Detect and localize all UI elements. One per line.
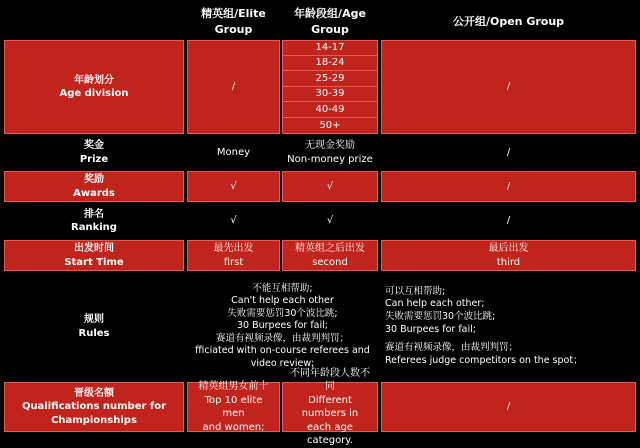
age-division-open xyxy=(381,40,636,134)
age-division-label-en: Age division xyxy=(59,88,129,99)
ranking-open-value: / xyxy=(506,215,511,227)
awards-label-en: Awards xyxy=(73,187,115,199)
age-group-label: 18-24 xyxy=(315,57,345,69)
start-time-open xyxy=(381,240,636,271)
rules-elite-age xyxy=(187,274,378,379)
rules-open-line: 赛道有视频录像，由裁判判罚； xyxy=(385,342,519,354)
awards-elite xyxy=(187,171,280,202)
start-time-elite xyxy=(187,240,280,271)
row-label-age-division xyxy=(4,40,184,134)
qualifications-elite xyxy=(187,382,280,432)
rules-elite-age-line: 赛道有视频录像，由裁判判罚； xyxy=(215,332,349,344)
header-age-line2: Group xyxy=(311,22,349,36)
prize-elite-value: Money xyxy=(216,146,251,158)
age-group-item xyxy=(283,102,377,118)
qualifications-elite-line: and women; xyxy=(202,421,265,433)
prize-label-cn: 奖金 xyxy=(84,140,104,151)
rules-elite-age-line: fficiated with on-course referees and xyxy=(195,345,370,357)
rules-elite-age-line: 30 Burpees for fail; xyxy=(237,320,328,332)
awards-open-value: / xyxy=(506,180,511,192)
prize-open-value: / xyxy=(506,146,511,158)
prize-age-cn: 无现金奖励 xyxy=(305,140,355,151)
ranking-age xyxy=(282,205,378,237)
row-label-ranking xyxy=(4,205,184,237)
rules-label-cn: 规则 xyxy=(84,314,104,325)
checkmark-icon: √ xyxy=(230,215,237,227)
age-group-item xyxy=(283,56,377,71)
header-elite-line1: 精英组/Elite xyxy=(201,6,266,20)
start-time-open-cn: 最后出发 xyxy=(488,243,529,254)
header-open xyxy=(381,6,636,37)
age-division-label-cn: 年龄划分 xyxy=(74,74,114,86)
age-group-label: 30-39 xyxy=(315,88,345,100)
qualifications-age-line: each age category. xyxy=(307,421,353,446)
ranking-label-cn: 排名 xyxy=(84,208,104,220)
awards-open xyxy=(381,171,636,202)
age-division-open-value: / xyxy=(506,81,511,93)
age-group-item xyxy=(283,71,377,87)
qualifications-open xyxy=(381,382,636,432)
age-group-item xyxy=(283,118,377,133)
prize-age xyxy=(282,137,378,168)
start-time-label-cn: 出发时间 xyxy=(74,243,114,254)
checkmark-icon: √ xyxy=(326,215,334,227)
start-time-elite-en: first xyxy=(223,256,244,268)
header-age xyxy=(282,6,378,37)
rules-open-line: Can help each other; xyxy=(385,298,485,310)
header-age-line1: 年龄段组/Age xyxy=(294,6,366,20)
checkmark-icon: √ xyxy=(230,180,237,192)
age-group-item xyxy=(283,41,377,56)
qualifications-age-line: Different numbers in xyxy=(301,394,359,419)
qualifications-elite-line: 精英组男女前十 xyxy=(198,381,269,392)
qualifications-label-en-1: Qualifications number for xyxy=(21,401,167,413)
qualifications-open-value: / xyxy=(506,401,511,413)
rules-open xyxy=(381,274,636,379)
age-division-elite-value: / xyxy=(231,81,236,93)
row-label-qualifications xyxy=(4,382,184,432)
prize-elite xyxy=(187,137,280,168)
ranking-elite xyxy=(187,205,280,237)
prize-open xyxy=(381,137,636,168)
start-time-age-en: second xyxy=(312,256,348,268)
qualifications-elite-line: Top 10 elite men xyxy=(204,394,263,419)
rules-open-line: 可以互相帮助; xyxy=(385,285,446,297)
start-time-age-cn: 精英组之后出发 xyxy=(295,243,365,254)
rules-open-line: Referees judge competitors on the spot； xyxy=(385,354,583,366)
rules-elite-age-line: 不能互相帮助; xyxy=(252,282,313,294)
age-division-elite xyxy=(187,40,280,134)
row-label-awards xyxy=(4,171,184,202)
age-group-label: 50+ xyxy=(319,119,341,131)
checkmark-icon: √ xyxy=(326,180,334,192)
start-time-open-en: third xyxy=(496,256,521,268)
start-time-label-en: Start Time xyxy=(64,256,124,268)
header-open-label: 公开组/Open Group xyxy=(452,14,565,28)
qualifications-label-en-2: Championships xyxy=(51,414,137,426)
age-group-label: 14-17 xyxy=(315,42,345,54)
row-label-prize xyxy=(4,137,184,168)
awards-age xyxy=(282,171,378,202)
start-time-age xyxy=(282,240,378,271)
start-time-elite-cn: 最先出发 xyxy=(213,243,254,254)
qualifications-age xyxy=(282,367,378,446)
age-group-label: 25-29 xyxy=(315,72,345,84)
row-label-start-time xyxy=(4,240,184,271)
prize-age-en: Non-money prize xyxy=(287,153,373,165)
row-label-rules xyxy=(4,274,184,379)
ranking-open xyxy=(381,205,636,237)
rules-open-line: 失败需要惩罚30个波比跳; xyxy=(385,310,496,322)
awards-label-cn: 奖励 xyxy=(84,174,104,185)
header-elite-line2: Group xyxy=(214,22,253,36)
age-group-label: 40-49 xyxy=(315,103,345,115)
rules-elite-age-line: 失败需要惩罚30个波比跳; xyxy=(227,307,338,319)
rules-elite-age-line: video review; xyxy=(250,357,315,369)
header-elite xyxy=(187,6,280,37)
age-group-item xyxy=(283,87,377,102)
rules-open-line: 30 Burpees for fail; xyxy=(385,323,476,335)
rules-elite-age-line: Can't help each other xyxy=(231,295,334,307)
qualifications-label-cn: 晋级名额 xyxy=(74,387,114,399)
rules-label-en: Rules xyxy=(78,327,110,339)
qualifications-age-line: 不同年龄段人数不同 xyxy=(290,367,370,392)
ranking-label-en: Ranking xyxy=(71,222,117,233)
age-division-age-groups xyxy=(282,40,378,134)
prize-label-en: Prize xyxy=(79,153,109,165)
